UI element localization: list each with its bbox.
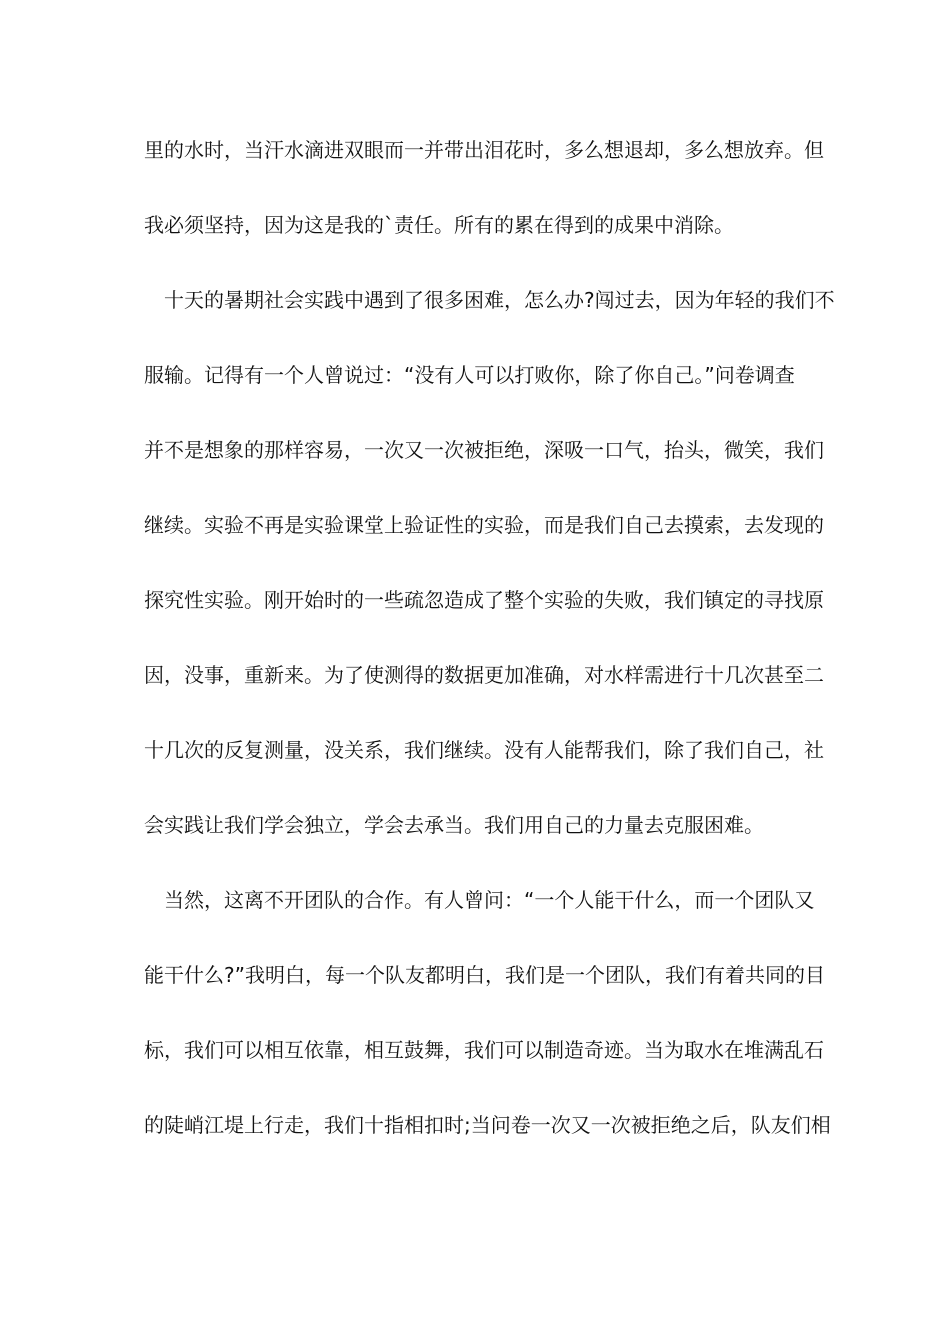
text-line-14: 的陡峭江堤上行走，我们十指相扣时;当问卷一次又一次被拒绝之后，队友们相 [144, 1113, 831, 1137]
text-line-13: 标，我们可以相互依靠，相互鼓舞，我们可以制造奇迹。当为取水在堆满乱石 [144, 1038, 824, 1062]
text-line-8: 因，没事，重新来。为了使测得的数据更加准确，对水样需进行十几次甚至二 [144, 663, 824, 687]
text-line-12: 能干什么?”我明白，每一个队友都明白，我们是一个团队，我们有着共同的目 [144, 963, 825, 987]
text-line-5: 并不是想象的那样容易，一次又一次被拒绝，深吸一口气，抬头，微笑，我们 [144, 438, 824, 462]
text-line-1: 里的水时，当汗水滴进双眼而一并带出泪花时，多么想退却，多么想放弃。但 [144, 138, 824, 162]
text-line-2: 我必须坚持，因为这是我的`责任。所有的累在得到的成果中消除。 [144, 213, 734, 237]
text-line-3: 十天的暑期社会实践中遇到了很多困难，怎么办?闯过去，因为年轻的我们不 [144, 288, 835, 312]
text-line-6: 继续。实验不再是实验课堂上验证性的实验，而是我们自己去摸索，去发现的 [144, 513, 824, 537]
text-line-4: 服输。记得有一个人曾说过：“没有人可以打败你，除了你自己。”问卷调查 [144, 363, 795, 387]
text-line-10: 会实践让我们学会独立，学会去承当。我们用自己的力量去克服困难。 [144, 813, 764, 837]
text-line-11: 当然，这离不开团队的合作。有人曾问：“一个人能干什么，而一个团队又 [144, 888, 815, 912]
text-line-7: 探究性实验。刚开始时的一些疏忽造成了整个实验的失败，我们镇定的寻找原 [144, 588, 824, 612]
text-line-9: 十几次的反复测量，没关系，我们继续。没有人能帮我们，除了我们自己，社 [144, 738, 824, 762]
